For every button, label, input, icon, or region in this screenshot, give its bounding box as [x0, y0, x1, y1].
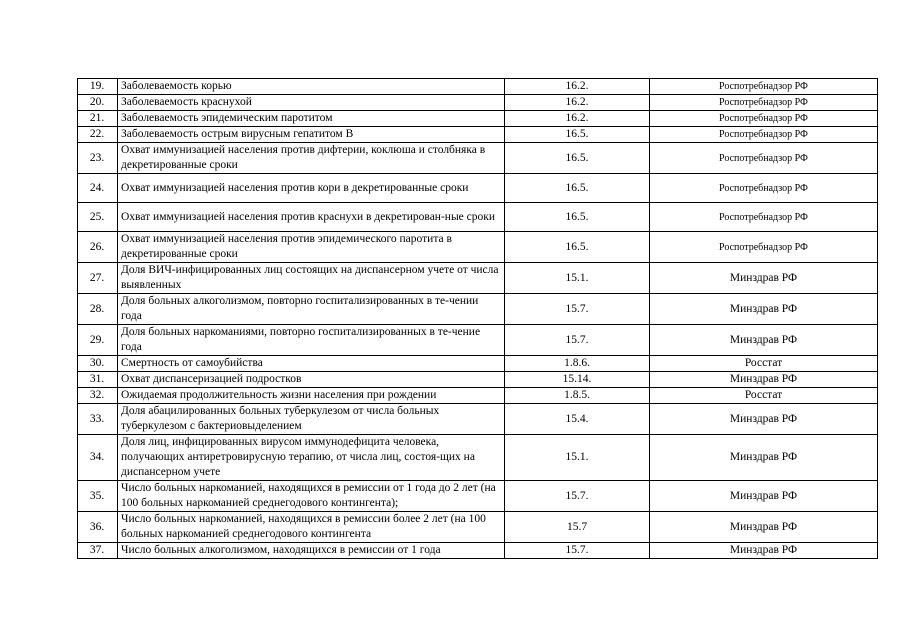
indicator-code: 15.7: [505, 512, 650, 543]
indicator-name: Охват иммунизацией населения против краснухи в декретирован-ные сроки: [118, 203, 505, 232]
row-number: 21.: [78, 111, 118, 127]
data-source: Минздрав РФ: [650, 294, 878, 325]
indicator-code: 16.2.: [505, 111, 650, 127]
row-number: 35.: [78, 481, 118, 512]
data-source: Роспотребнадзор РФ: [650, 174, 878, 203]
indicator-code: 16.5.: [505, 232, 650, 263]
table-row: [78, 435, 878, 481]
table-row: [78, 294, 878, 325]
table-row: [78, 232, 878, 263]
row-number: 24.: [78, 174, 118, 203]
indicator-code: 16.5.: [505, 203, 650, 232]
indicator-name: Доля больных наркоманиями, повторно госпитализированных в те-чение года: [118, 325, 505, 356]
indicator-code: 1.8.6.: [505, 356, 650, 372]
indicator-name: Охват диспансеризацией подростков: [118, 372, 505, 388]
indicator-name: Заболеваемость краснухой: [118, 95, 505, 111]
table-row: [78, 356, 878, 372]
table-row: [78, 372, 878, 388]
table-row: [78, 111, 878, 127]
row-number: 36.: [78, 512, 118, 543]
data-source: Росстат: [650, 388, 878, 404]
row-number: 27.: [78, 263, 118, 294]
table-row: [78, 388, 878, 404]
indicator-code: 16.5.: [505, 127, 650, 143]
indicator-name: Число больных наркоманией, находящихся в ремиссии более 2 лет (на 100 больных наркоманией среднегодового контингента: [118, 512, 505, 543]
indicator-name: Доля абацилированных больных туберкулезом от числа больных туберкулезом с бактериовыделением: [118, 404, 505, 435]
row-number: 30.: [78, 356, 118, 372]
data-source: Роспотребнадзор РФ: [650, 111, 878, 127]
indicator-name: Доля больных алкоголизмом, повторно госпитализированных в те-чении года: [118, 294, 505, 325]
indicators-table: [77, 78, 878, 559]
data-source: Минздрав РФ: [650, 325, 878, 356]
table-row: [78, 481, 878, 512]
row-number: 22.: [78, 127, 118, 143]
table-row: [78, 95, 878, 111]
data-source: Роспотребнадзор РФ: [650, 79, 878, 95]
table-row: [78, 79, 878, 95]
row-number: 33.: [78, 404, 118, 435]
row-number: 28.: [78, 294, 118, 325]
indicator-code: 16.2.: [505, 79, 650, 95]
row-number: 32.: [78, 388, 118, 404]
data-source: Роспотребнадзор РФ: [650, 127, 878, 143]
table-row: [78, 174, 878, 203]
table-row: [78, 404, 878, 435]
table-row: [78, 325, 878, 356]
indicator-code: 15.7.: [505, 481, 650, 512]
data-source: Минздрав РФ: [650, 543, 878, 559]
indicator-code: 15.7.: [505, 543, 650, 559]
indicator-code: 16.5.: [505, 174, 650, 203]
row-number: 25.: [78, 203, 118, 232]
indicator-code: 16.5.: [505, 143, 650, 174]
data-source: Минздрав РФ: [650, 372, 878, 388]
data-source: Минздрав РФ: [650, 435, 878, 481]
indicator-code: 1.8.5.: [505, 388, 650, 404]
indicator-name: Заболеваемость острым вирусным гепатитом В: [118, 127, 505, 143]
data-source: Минздрав РФ: [650, 404, 878, 435]
row-number: 29.: [78, 325, 118, 356]
indicator-name: Заболеваемость эпидемическим паротитом: [118, 111, 505, 127]
data-source: Минздрав РФ: [650, 512, 878, 543]
data-source: Росстат: [650, 356, 878, 372]
row-number: 31.: [78, 372, 118, 388]
data-source: Минздрав РФ: [650, 481, 878, 512]
indicator-name: Ожидаемая продолжительность жизни населения при рождении: [118, 388, 505, 404]
data-source: Роспотребнадзор РФ: [650, 232, 878, 263]
indicator-code: 15.7.: [505, 294, 650, 325]
row-number: 19.: [78, 79, 118, 95]
row-number: 34.: [78, 435, 118, 481]
indicator-name: Смертность от самоубийства: [118, 356, 505, 372]
indicator-name: Охват иммунизацией населения против кори в декретированные сроки: [118, 174, 505, 203]
table-row: [78, 512, 878, 543]
table-row: [78, 143, 878, 174]
data-source: Минздрав РФ: [650, 263, 878, 294]
indicator-name: Охват иммунизацией населения против эпидемического паротита в декретированные сроки: [118, 232, 505, 263]
indicator-name: Число больных наркоманией, находящихся в ремиссии от 1 года до 2 лет (на 100 больных наркоманией среднегодового контингента);: [118, 481, 505, 512]
row-number: 20.: [78, 95, 118, 111]
data-source: Роспотребнадзор РФ: [650, 203, 878, 232]
table-row: [78, 543, 878, 559]
row-number: 26.: [78, 232, 118, 263]
indicator-name: Число больных алкоголизмом, находящихся в ремиссии от 1 года: [118, 543, 505, 559]
data-source: Роспотребнадзор РФ: [650, 143, 878, 174]
indicator-name: Доля ВИЧ-инфицированных лиц состоящих на диспансерном учете от числа выявленных: [118, 263, 505, 294]
table-row: [78, 127, 878, 143]
table-row: [78, 263, 878, 294]
row-number: 23.: [78, 143, 118, 174]
indicator-code: 15.4.: [505, 404, 650, 435]
table-row: [78, 203, 878, 232]
indicator-code: 16.2.: [505, 95, 650, 111]
indicator-code: 15.1.: [505, 263, 650, 294]
indicator-name: Охват иммунизацией населения против дифтерии, коклюша и столбняка в декретированные сроки: [118, 143, 505, 174]
indicator-name: Заболеваемость корью: [118, 79, 505, 95]
row-number: 37.: [78, 543, 118, 559]
indicator-name: Доля лиц, инфицированных вирусом иммунодефицита человека, получающих антиретровирусную терапию, от числа лиц, состоя-щих на диспансерном учете: [118, 435, 505, 481]
indicator-code: 15.7.: [505, 325, 650, 356]
indicator-code: 15.14.: [505, 372, 650, 388]
indicator-code: 15.1.: [505, 435, 650, 481]
data-source: Роспотребнадзор РФ: [650, 95, 878, 111]
